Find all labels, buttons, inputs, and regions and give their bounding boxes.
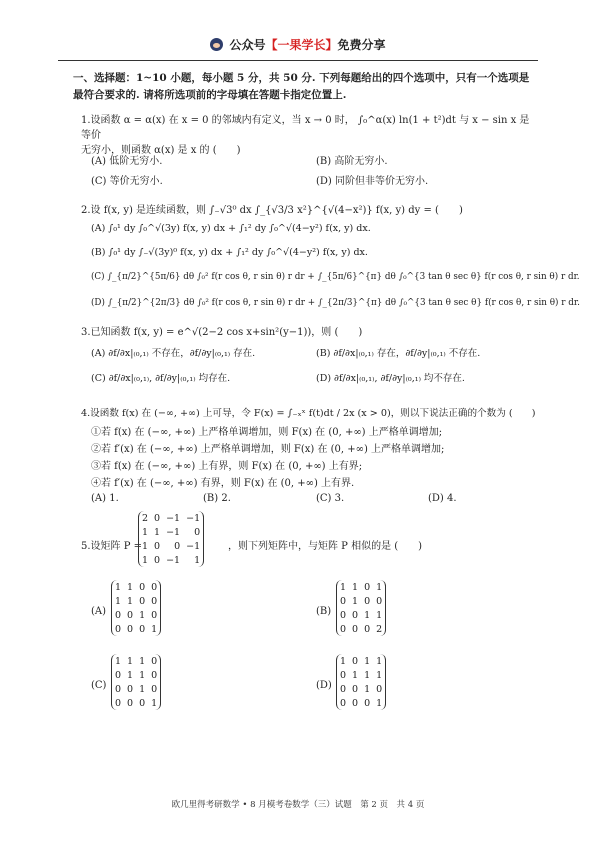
matrix-cell: 0	[340, 595, 347, 607]
matrix-cell: 1	[340, 655, 347, 667]
matrix-row	[139, 511, 203, 525]
matrix-cell: 0	[115, 609, 122, 621]
page-footer: 欧几里得考研数学 • 8 月模考卷数学（三）试题 第 2 页 共 4 页	[171, 800, 425, 810]
matrix-cell: 0	[376, 595, 383, 607]
matrix-cell: 1	[127, 655, 134, 667]
q4-statement-4: ④若 f′(x) 在 (−∞, +∞) 有界，则 F(x) 在 (0, +∞) 上有界.	[91, 478, 355, 489]
matrix-b-table	[337, 580, 385, 636]
q4-option-d: (D) 4.	[428, 493, 457, 504]
q5-option-b-matrix	[336, 580, 386, 636]
matrix-cell: 1	[340, 581, 347, 593]
matrix-cell: 1	[142, 526, 149, 538]
matrix-cell: 1	[352, 581, 359, 593]
matrix-row	[337, 622, 385, 636]
q4-stem: 4.设函数 f(x) 在 (−∞, +∞) 上可导，令 F(x) = ∫₋ₓˣ f(t)dt / 2x (x > 0)，则以下说法正确的个数为 ( )	[81, 408, 536, 419]
matrix-cell: 1	[364, 609, 371, 621]
q5-stem-a: 5.设矩阵 P =	[81, 541, 143, 552]
matrix-cell: 0	[352, 683, 359, 695]
matrix-cell: 1	[352, 595, 359, 607]
q4-statement-1: ①若 f(x) 在 (−∞, +∞) 上严格单调增加，则 F(x) 在 (0, +∞) 上严格单调增加;	[91, 427, 443, 438]
q4-statement-2: ②若 f′(x) 在 (−∞, +∞) 上严格单调增加，则 F(x) 在 (0, +∞) 上严格单调增加;	[91, 444, 445, 455]
matrix-cell: 0	[151, 595, 158, 607]
matrix-cell: 0	[352, 697, 359, 709]
matrix-cell: 0	[340, 697, 347, 709]
matrix-cell: 1	[139, 655, 146, 667]
matrix-cell: 1	[376, 609, 383, 621]
matrix-cell: 0	[352, 609, 359, 621]
matrix-cell: −1	[166, 512, 181, 524]
q1-stem-a: 1.设函数 α = α(x) 在 x = 0 的邻域内有定义，当 x → 0 时，	[81, 115, 355, 126]
q1-option-d: (D) 同阶但非等价无穷小.	[316, 176, 429, 187]
matrix-row	[139, 539, 203, 553]
q3-option-a: (A) ∂f/∂x|₍₀,₁₎ 不存在，∂f/∂y|₍₀,₁₎ 存在.	[91, 348, 256, 359]
matrix-cell: 0	[127, 609, 134, 621]
matrix-cell: 0	[127, 697, 134, 709]
q4-option-b: (B) 2.	[203, 493, 231, 504]
matrix-cell: 0	[352, 655, 359, 667]
brand-right: 免费分享	[337, 38, 386, 52]
matrix-row	[337, 682, 385, 696]
q3-option-d: (D) ∂f/∂x|₍₀,₁₎, ∂f/∂y|₍₀,₁₎ 均不存在.	[316, 373, 465, 384]
matrix-cell: 2	[376, 623, 383, 635]
matrix-cell: 0	[154, 554, 161, 566]
matrix-row	[337, 608, 385, 622]
page-header	[0, 36, 596, 53]
matrix-row	[337, 654, 385, 668]
matrix-cell: 1	[127, 669, 134, 681]
q3-option-c: (C) ∂f/∂x|₍₀,₁₎, ∂f/∂y|₍₀,₁₎ 均存在.	[91, 373, 231, 384]
q5-option-d-matrix	[336, 654, 386, 710]
matrix-cell: 1	[376, 697, 383, 709]
matrix-cell: 0	[127, 683, 134, 695]
matrix-cell: 0	[376, 683, 383, 695]
matrix-cell: 0	[115, 669, 122, 681]
matrix-cell: 0	[115, 683, 122, 695]
matrix-cell: 0	[364, 581, 371, 593]
matrix-row	[337, 668, 385, 682]
matrix-cell: 0	[340, 609, 347, 621]
matrix-d-table	[337, 654, 385, 710]
matrix-cell: 1	[127, 595, 134, 607]
q3-stem: 3.已知函数 f(x, y) = e^√(2−2 cos x+sin²(y−1))，则 ( )	[81, 327, 363, 338]
matrix-cell: −1	[186, 540, 201, 552]
matrix-row	[112, 696, 160, 710]
matrix-cell: 1	[376, 655, 383, 667]
matrix-row	[112, 594, 160, 608]
q4-option-a: (A) 1.	[91, 493, 119, 504]
matrix-row	[112, 580, 160, 594]
q5-option-d-label: (D)	[316, 680, 332, 691]
q2-option-c: (C) ∫_{π/2}^{5π/6} dθ ∫₀² f(r cos θ, r sin θ) r dr + ∫_{5π/6}^{π} dθ ∫₀^{3 tan θ sec θ} f(r cos θ, r sin θ) r dr.	[91, 272, 580, 282]
matrix-row	[337, 594, 385, 608]
matrix-cell: −1	[166, 526, 181, 538]
matrix-cell: 1	[115, 581, 122, 593]
matrix-cell: 0	[194, 526, 201, 538]
matrix-a-table	[112, 580, 160, 636]
matrix-cell: 0	[139, 581, 146, 593]
matrix-cell: 1	[154, 526, 161, 538]
matrix-cell: 0	[364, 595, 371, 607]
matrix-cell: 0	[151, 683, 158, 695]
brand-left: 公众号	[229, 38, 266, 52]
matrix-cell: 1	[139, 683, 146, 695]
matrix-p-table	[139, 511, 203, 567]
avatar-icon	[210, 38, 223, 51]
matrix-cell: 1	[364, 683, 371, 695]
q1-stem-b: 无穷小，则函数 α(x) 是 x 的 ( )	[81, 145, 241, 156]
matrix-cell: 1	[376, 581, 383, 593]
matrix-cell: 0	[154, 512, 161, 524]
matrix-cell: 1	[352, 669, 359, 681]
matrix-cell: 1	[139, 609, 146, 621]
matrix-cell: 0	[340, 683, 347, 695]
brand-mid: 【一果学长】	[265, 38, 338, 52]
matrix-cell: 1	[115, 595, 122, 607]
q2-option-b: (B) ∫₀¹ dy ∫₋√(3y)⁰ f(x, y) dx + ∫₁² dy ∫₀^√(4−y²) f(x, y) dx.	[91, 247, 368, 258]
q2-option-a: (A) ∫₀¹ dy ∫₀^√(3y) f(x, y) dx + ∫₁² dy ∫₀^√(4−y²) f(x, y) dx.	[91, 223, 371, 234]
q5-option-c-label: (C)	[91, 680, 107, 691]
q4-option-c: (C) 3.	[316, 493, 345, 504]
q5-option-a-label: (A)	[91, 606, 107, 617]
matrix-row	[112, 622, 160, 636]
matrix-cell: 0	[115, 697, 122, 709]
matrix-cell: 0	[364, 623, 371, 635]
matrix-cell: 0	[151, 669, 158, 681]
matrix-cell: 0	[174, 540, 181, 552]
matrix-cell: 0	[151, 609, 158, 621]
matrix-cell: 0	[127, 623, 134, 635]
matrix-cell: 0	[364, 697, 371, 709]
matrix-cell: −1	[166, 554, 181, 566]
q1-option-c: (C) 等价无穷小.	[91, 176, 163, 187]
q1-option-a: (A) 低阶无穷小.	[91, 156, 163, 167]
q4-statement-3: ③若 f(x) 在 (−∞, +∞) 上有界，则 F(x) 在 (0, +∞) 上有界;	[91, 461, 363, 472]
matrix-cell: 1	[376, 669, 383, 681]
matrix-cell: 1	[142, 554, 149, 566]
q2-option-d: (D) ∫_{π/2}^{2π/3} dθ ∫₀² f(r cos θ, r sin θ) r dr + ∫_{2π/3}^{π} dθ ∫₀^{3 tan θ sec θ} f(r cos θ, r sin θ) r dr.	[91, 298, 580, 308]
section-title: 一、选择题：1~10 小题，每小题 5 分，共 50 分. 下列每题给出的四个选项中，只有一个选项是最符合要求的. 请将所选项前的字母填在答题卡指定位置上.	[73, 72, 530, 101]
matrix-row	[112, 682, 160, 696]
matrix-row	[112, 608, 160, 622]
header-divider	[58, 60, 538, 61]
matrix-cell: 0	[340, 669, 347, 681]
q2-stem: 2.设 f(x, y) 是连续函数，则 ∫₋√3⁰ dx ∫_{√3/3 x²}^{√(4−x²)} f(x, y) dy = ( )	[81, 205, 463, 216]
q3-option-b: (B) ∂f/∂x|₍₀,₁₎ 存在，∂f/∂y|₍₀,₁₎ 不存在.	[316, 348, 481, 359]
matrix-p	[138, 511, 204, 567]
matrix-cell: 0	[139, 697, 146, 709]
matrix-cell: 0	[352, 623, 359, 635]
q1-integral: ∫₀^α(x) ln(1 + t²)dt 与 x − sin x 是等价	[81, 115, 530, 141]
matrix-cell: 0	[151, 581, 158, 593]
matrix-cell: 1	[115, 655, 122, 667]
matrix-cell: 1	[139, 669, 146, 681]
q5-stem-b: ，则下列矩阵中，与矩阵 P 相似的是 ( )	[228, 541, 423, 552]
matrix-cell: 0	[115, 623, 122, 635]
matrix-row	[139, 553, 203, 567]
matrix-row	[139, 525, 203, 539]
matrix-cell: 1	[151, 697, 158, 709]
matrix-c-table	[112, 654, 160, 710]
matrix-cell: 1	[142, 540, 149, 552]
matrix-cell: 0	[340, 623, 347, 635]
q1-option-b: (B) 高阶无穷小.	[316, 156, 388, 167]
matrix-row	[337, 580, 385, 594]
matrix-cell: 0	[151, 655, 158, 667]
matrix-cell: 1	[364, 669, 371, 681]
matrix-cell: 1	[151, 623, 158, 635]
matrix-row	[112, 654, 160, 668]
q5-option-a-matrix	[111, 580, 161, 636]
matrix-cell: 1	[127, 581, 134, 593]
matrix-cell: 0	[139, 623, 146, 635]
matrix-cell: 1	[194, 554, 201, 566]
matrix-cell: −1	[186, 512, 201, 524]
matrix-cell: 1	[364, 655, 371, 667]
matrix-cell: 2	[142, 512, 149, 524]
q5-option-b-label: (B)	[316, 606, 332, 617]
matrix-row	[337, 696, 385, 710]
matrix-cell: 0	[139, 595, 146, 607]
matrix-row	[112, 668, 160, 682]
matrix-cell: 0	[154, 540, 161, 552]
q5-option-c-matrix	[111, 654, 161, 710]
